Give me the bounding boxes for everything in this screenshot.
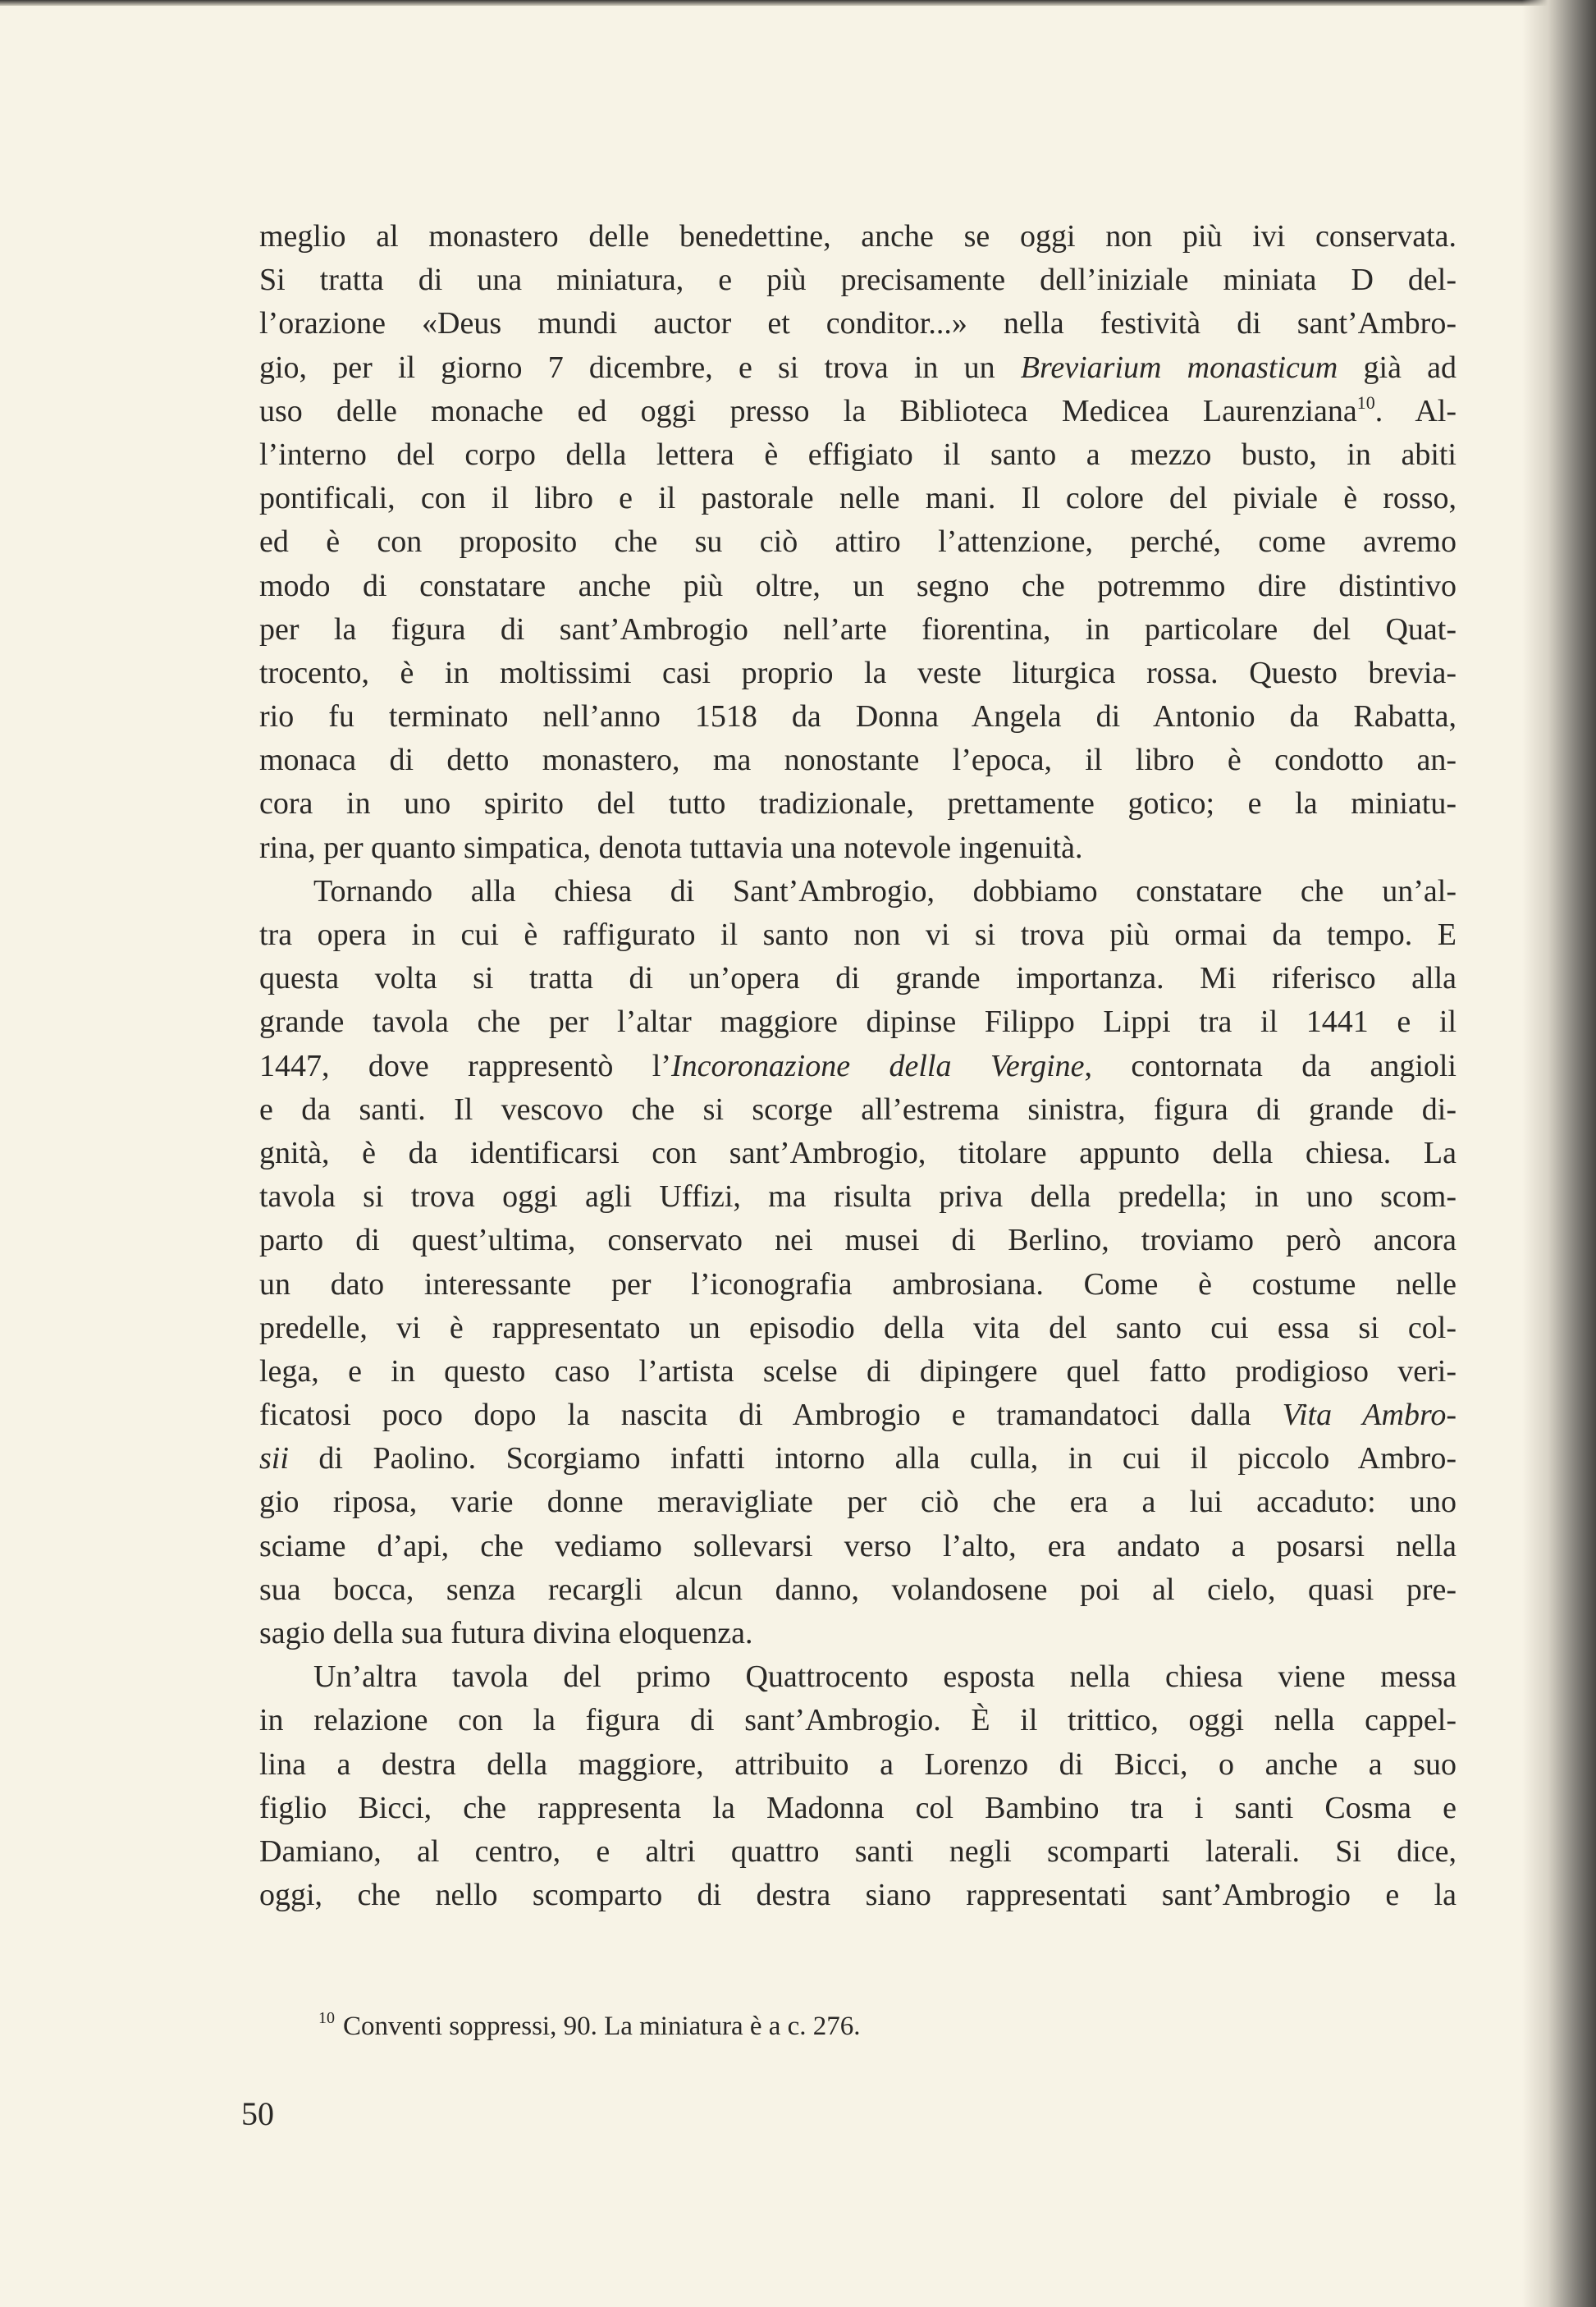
- text-line: [259, 259, 1457, 302]
- italic-title: Incoronazione della Vergine: [671, 1048, 1085, 1083]
- text-segment: . Al-: [1374, 393, 1457, 428]
- text-line: [259, 1263, 1457, 1307]
- text-line: [259, 1481, 1457, 1524]
- text-line: [259, 565, 1457, 608]
- text-line: [259, 520, 1457, 564]
- text-segment: lina a destra della maggiore, attribuito a Lorenzo di Bicci, o anche a suo: [259, 1746, 1457, 1782]
- text-segment: figlio Bicci, che rappresenta la Madonna col Bambino tra i santi Cosma e: [259, 1790, 1457, 1825]
- text-line: [259, 1525, 1457, 1568]
- text-segment: gnità, è da identificarsi con sant’Ambrogio, titolare appunto della chiesa. La: [259, 1135, 1457, 1170]
- text-line: [259, 390, 1457, 433]
- text-line: [259, 913, 1457, 957]
- text-segment: l’orazione «Deus mundi auctor et conditor...» nella festività di sant’Ambro-: [259, 306, 1457, 341]
- text-line: [259, 1045, 1457, 1088]
- text-line: [259, 1219, 1457, 1262]
- text-segment: grande tavola che per l’altar maggiore dipinse Filippo Lippi tra il 1441 e il: [259, 1005, 1457, 1040]
- text-line: [259, 1000, 1457, 1044]
- text-line: [259, 957, 1457, 1000]
- text-segment: tavola si trova oggi agli Uffizi, ma risulta priva della predella; in uno scom-: [259, 1179, 1457, 1215]
- footnote-reference: 10: [1356, 391, 1375, 413]
- text-segment: Si tratta di una miniatura, e più precisamente dell’iniziale miniata D del-: [259, 263, 1457, 298]
- text-segment: sciame d’api, che vediamo sollevarsi verso l’alto, era andato a posarsi nella: [259, 1528, 1457, 1563]
- text-segment: e da santi. Il vescovo che si scorge all’estrema sinistra, figura di grande di-: [259, 1092, 1457, 1127]
- text-line: [259, 433, 1457, 477]
- text-segment: questa volta si tratta di un’opera di grande importanza. Mi riferisco alla: [259, 961, 1457, 996]
- text-segment: per la figura di sant’Ambrogio nell’arte fiorentina, in particolare del Quat-: [259, 611, 1457, 647]
- text-segment: trocento, è in moltissimi casi proprio la veste liturgica rossa. Questo brevia-: [259, 655, 1457, 690]
- text-line: [259, 1350, 1457, 1394]
- text-segment: parto di quest’ultima, conservato nei musei di Berlino, troviamo però ancora: [259, 1223, 1457, 1258]
- text-segment: rio fu terminato nell’anno 1518 da Donna Angela di Antonio da Rabatta,: [259, 699, 1457, 735]
- page-number: 50: [241, 2095, 274, 2132]
- text-line: [259, 302, 1457, 346]
- footnote-number: 10: [318, 2009, 335, 2027]
- text-line: [259, 1743, 1457, 1787]
- text-segment: uso delle monache ed oggi presso la Biblioteca Medicea Laurenziana: [259, 393, 1357, 428]
- text-line: [259, 1612, 1457, 1655]
- text-segment: sua bocca, senza recargli alcun danno, volandosene poi al cielo, quasi pre-: [259, 1572, 1457, 1607]
- text-line: [259, 1699, 1457, 1742]
- text-segment: meglio al monastero delle benedettine, anche se oggi non più ivi conservata.: [259, 219, 1457, 254]
- text-segment: gio riposa, varie donne meravigliate per ciò che era a lui accaduto: uno: [259, 1485, 1457, 1520]
- text-line: [259, 1175, 1457, 1219]
- text-segment: lega, e in questo caso l’artista scelse di dipingere quel fatto prodigioso veri-: [259, 1353, 1457, 1389]
- text-segment: ed è con proposito che su ciò attiro l’attenzione, perché, come avremo: [259, 524, 1457, 560]
- text-line: [259, 346, 1457, 390]
- italic-title: Breviarium monasticum: [1020, 350, 1338, 385]
- text-segment: in relazione con la figura di sant’Ambrogio. È il trittico, oggi nella cappel-: [259, 1703, 1457, 1738]
- text-line: [259, 1132, 1457, 1175]
- text-segment: cora in uno spirito del tutto tradizionale, prettamente gotico; e la miniatu-: [259, 786, 1457, 822]
- text-segment: di Paolino. Scorgiamo infatti intorno alla culla, in cui il piccolo Ambro-: [288, 1441, 1457, 1476]
- text-segment: Un’altra tavola del primo Quattrocento esposta nella chiesa viene messa: [313, 1659, 1457, 1695]
- text-line: [259, 739, 1457, 782]
- italic-title: sii: [259, 1441, 289, 1476]
- text-segment: predelle, vi è rappresentato un episodio della vita del santo cui essa si col-: [259, 1310, 1457, 1345]
- text-segment: ficatosi poco dopo la nascita di Ambrogio e tramandatoci dalla: [259, 1398, 1283, 1433]
- text-line: [259, 1437, 1457, 1481]
- text-line: [259, 1307, 1457, 1350]
- text-line: [259, 1088, 1457, 1132]
- text-line: [259, 1568, 1457, 1612]
- text-segment: 1447, dove rappresentò l’: [259, 1048, 671, 1083]
- text-line: [259, 826, 1457, 870]
- text-segment: tra opera in cui è raffigurato il santo non vi si trova più ormai da tempo. E: [259, 918, 1457, 952]
- text-segment: oggi, che nello scomparto di destra siano rappresentati sant’Ambrogio e la: [259, 1878, 1457, 1913]
- text-line: [259, 1874, 1457, 1917]
- text-segment: Damiano, al centro, e altri quattro santi negli scomparti laterali. Si dice,: [259, 1833, 1457, 1869]
- text-line: [259, 215, 1457, 259]
- text-segment: gio, per il giorno 7 dicembre, e si trova in un: [259, 350, 1021, 385]
- footnote-text: Conventi soppressi, 90. La miniatura è a c. 276.: [343, 2012, 861, 2041]
- text-line: [259, 695, 1457, 739]
- italic-title: Vita Ambro-: [1282, 1398, 1457, 1433]
- text-line: [259, 1394, 1457, 1437]
- text-segment: modo di constatare anche più oltre, un segno che potremmo dire distintivo: [259, 568, 1457, 603]
- text-line: [259, 477, 1457, 520]
- text-line: [259, 870, 1457, 913]
- text-segment: sagio della sua futura divina eloquenza.: [259, 1616, 753, 1650]
- text-segment: rina, per quanto simpatica, denota tuttavia una notevole ingenuità.: [259, 830, 1083, 865]
- text-line: [259, 782, 1457, 826]
- text-line: [259, 652, 1457, 695]
- text-segment: l’interno del corpo della lettera è effigiato il santo a mezzo busto, in abiti: [259, 437, 1457, 472]
- text-segment: monaca di detto monastero, ma nonostante l’epoca, il libro è condotto an-: [259, 743, 1457, 778]
- text-line: [259, 1655, 1457, 1699]
- body-text: [259, 215, 1457, 1917]
- text-segment: pontificali, con il libro e il pastorale nelle mani. Il colore del piviale è rosso,: [259, 481, 1457, 516]
- text-line: [259, 1787, 1457, 1830]
- text-segment: un dato interessante per l’iconografia ambrosiana. Come è costume nelle: [259, 1266, 1457, 1302]
- text-segment: , contornata da angioli: [1084, 1048, 1457, 1083]
- page-top-edge: [0, 0, 1596, 6]
- text-segment: già ad: [1338, 350, 1457, 385]
- text-line: [259, 608, 1457, 652]
- footnote: [318, 2009, 861, 2042]
- text-segment: Tornando alla chiesa di Sant’Ambrogio, dobbiamo constatare che un’al-: [313, 873, 1457, 909]
- text-line: [259, 1830, 1457, 1874]
- book-gutter-shadow: [1522, 0, 1596, 2307]
